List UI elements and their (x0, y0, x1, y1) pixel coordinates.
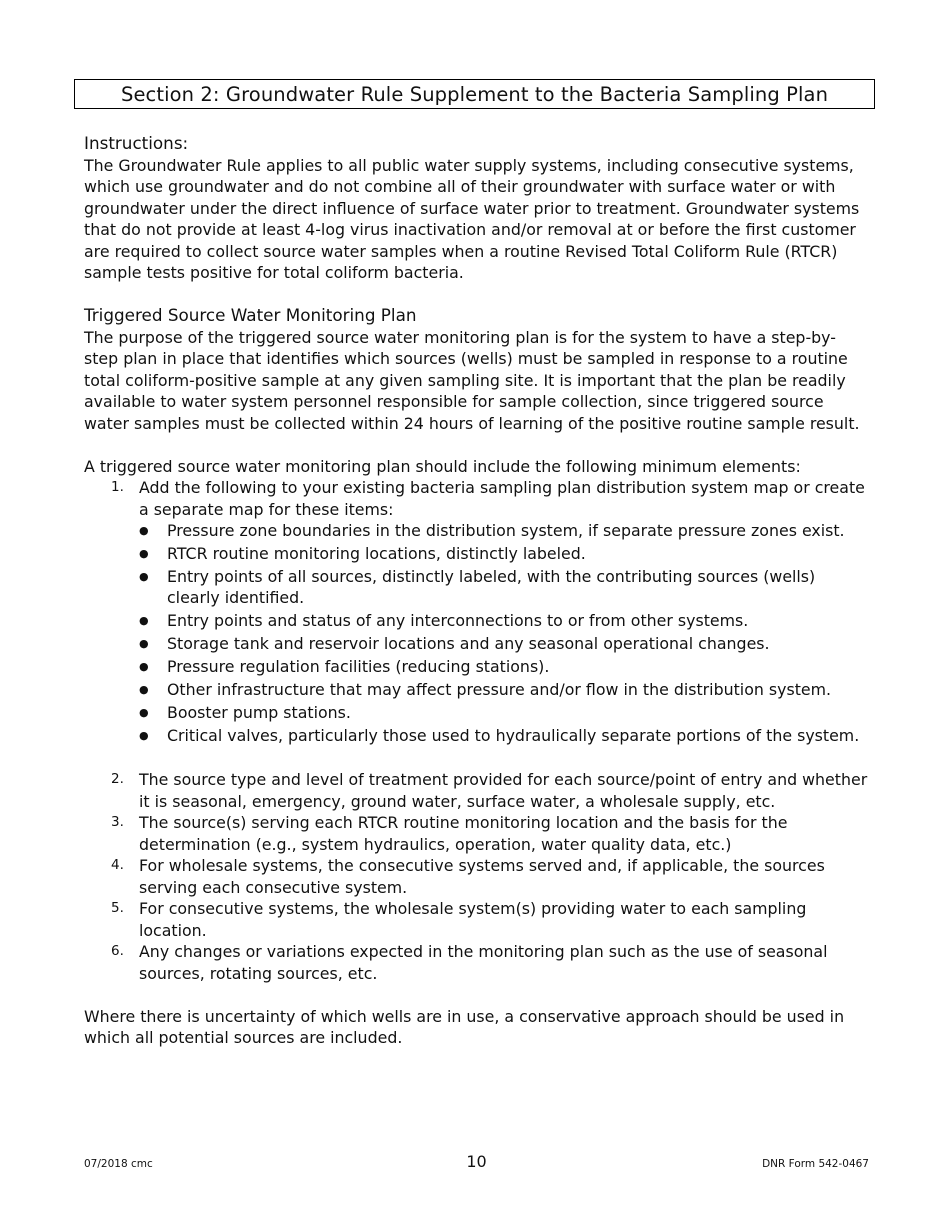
triggered-plan-paragraph: The purpose of the triggered source water monitoring plan is for the system to have a step-by-step plan in place that identifies which sources (wells) must be sampled in response to a routine total coliform-positive sample at any given sampling site. It is important that the plan be readily available to water system personnel responsible for sample collection, since triggered source water samples must be collected within 24 hours of learning of the positive routine sample result. (84, 327, 860, 433)
bullet-item: ● Other infrastructure that may affect pressure and/or flow in the distribution system. (139, 679, 832, 699)
instructions-paragraph: The Groundwater Rule applies to all public water supply systems, including consecutive systems, which use groundwater and do not combine all of their groundwater with surface water or with groundwater under the direct influence of surface water prior to treatment. Groundwater systems that do not provide at least 4-log virus inactivation and/or removal at or before the first customer are required to collect source water samples when a routine Revised Total Coliform Rule (RTCR) sample tests positive for total coliform bacteria. (84, 155, 860, 282)
instructions-heading: Instructions: (84, 133, 189, 153)
bullet-item: ● Pressure zone boundaries in the distribution system, if separate pressure zones exist. (139, 521, 845, 540)
bullet-icon: ● (139, 682, 149, 696)
list-number: 4. (111, 857, 124, 874)
list-number: 3. (111, 814, 124, 831)
list-item (84, 477, 869, 769)
bullet-item: ● Entry points and status of any interconnections to or from other systems. (139, 611, 749, 631)
bullet-icon: ● (139, 728, 149, 742)
list-item-text: For consecutive systems, the wholesale system(s) providing water to each sampling location. (139, 899, 807, 940)
page-number: 10 (466, 1152, 487, 1171)
elements-list (84, 477, 869, 984)
bullet-icon: ● (139, 659, 149, 673)
list-item-text: The source(s) serving each RTCR routine monitoring location and the basis for the determination (e.g., system hydraulics, operation, water quality data, etc.) (139, 813, 788, 854)
bullet-item: ● Pressure regulation facilities (reducing stations). (139, 656, 550, 676)
list-number: 6. (111, 943, 124, 960)
document-body (84, 133, 869, 1049)
list-item-text: Add the following to your existing bacteria sampling plan distribution system map or create a separate map for these items: (139, 478, 865, 519)
page-footer (84, 1150, 869, 1174)
bullet-icon: ● (139, 637, 149, 651)
bullet-icon: ● (139, 524, 149, 537)
section-title: Section 2: Groundwater Rule Supplement to the Bacteria Sampling Plan (74, 79, 875, 109)
form-number: DNR Form 542-0467 (762, 1158, 869, 1170)
bullet-icon: ● (139, 569, 149, 583)
list-number: 1. (111, 479, 124, 495)
list-number: 5. (111, 900, 124, 917)
list-number: 2. (111, 771, 124, 788)
list-item (84, 769, 869, 812)
list-item (84, 941, 869, 984)
footer-date: 07/2018 cmc (84, 1158, 153, 1170)
triggered-plan-heading: Triggered Source Water Monitoring Plan (84, 305, 417, 325)
list-item (84, 855, 869, 898)
bullet-item: ● Booster pump stations. (139, 702, 351, 722)
list-item-text: Any changes or variations expected in the monitoring plan such as the use of seasonal sources, rotating sources, etc. (139, 942, 828, 983)
bullet-icon: ● (139, 614, 149, 628)
bullet-item: ● Entry points of all sources, distinctly labeled, with the contributing sources (wells) clearly identified. (139, 566, 816, 608)
bullet-icon: ● (139, 546, 149, 560)
bullet-icon: ● (139, 705, 149, 719)
closing-paragraph: Where there is uncertainty of which wells are in use, a conservative approach should be used in which all potential sources are included. (84, 1006, 845, 1048)
elements-intro: A triggered source water monitoring plan should include the following minimum elements: (84, 456, 801, 476)
list-item-text: The source type and level of treatment provided for each source/point of entry and whether it is seasonal, emergency, ground water, surface water, a wholesale supply, etc. (139, 770, 868, 811)
list-item-text: For wholesale systems, the consecutive systems served and, if applicable, the sources serving each consecutive system. (139, 856, 825, 897)
list-item (84, 812, 869, 855)
list-item (84, 898, 869, 941)
bullet-item: ● Storage tank and reservoir locations and any seasonal operational changes. (139, 634, 770, 654)
bullet-item: ● RTCR routine monitoring locations, distinctly labeled. (139, 543, 586, 563)
bullet-item: ● Critical valves, particularly those used to hydraulically separate portions of the system. (139, 725, 860, 745)
map-items-list (139, 520, 869, 746)
